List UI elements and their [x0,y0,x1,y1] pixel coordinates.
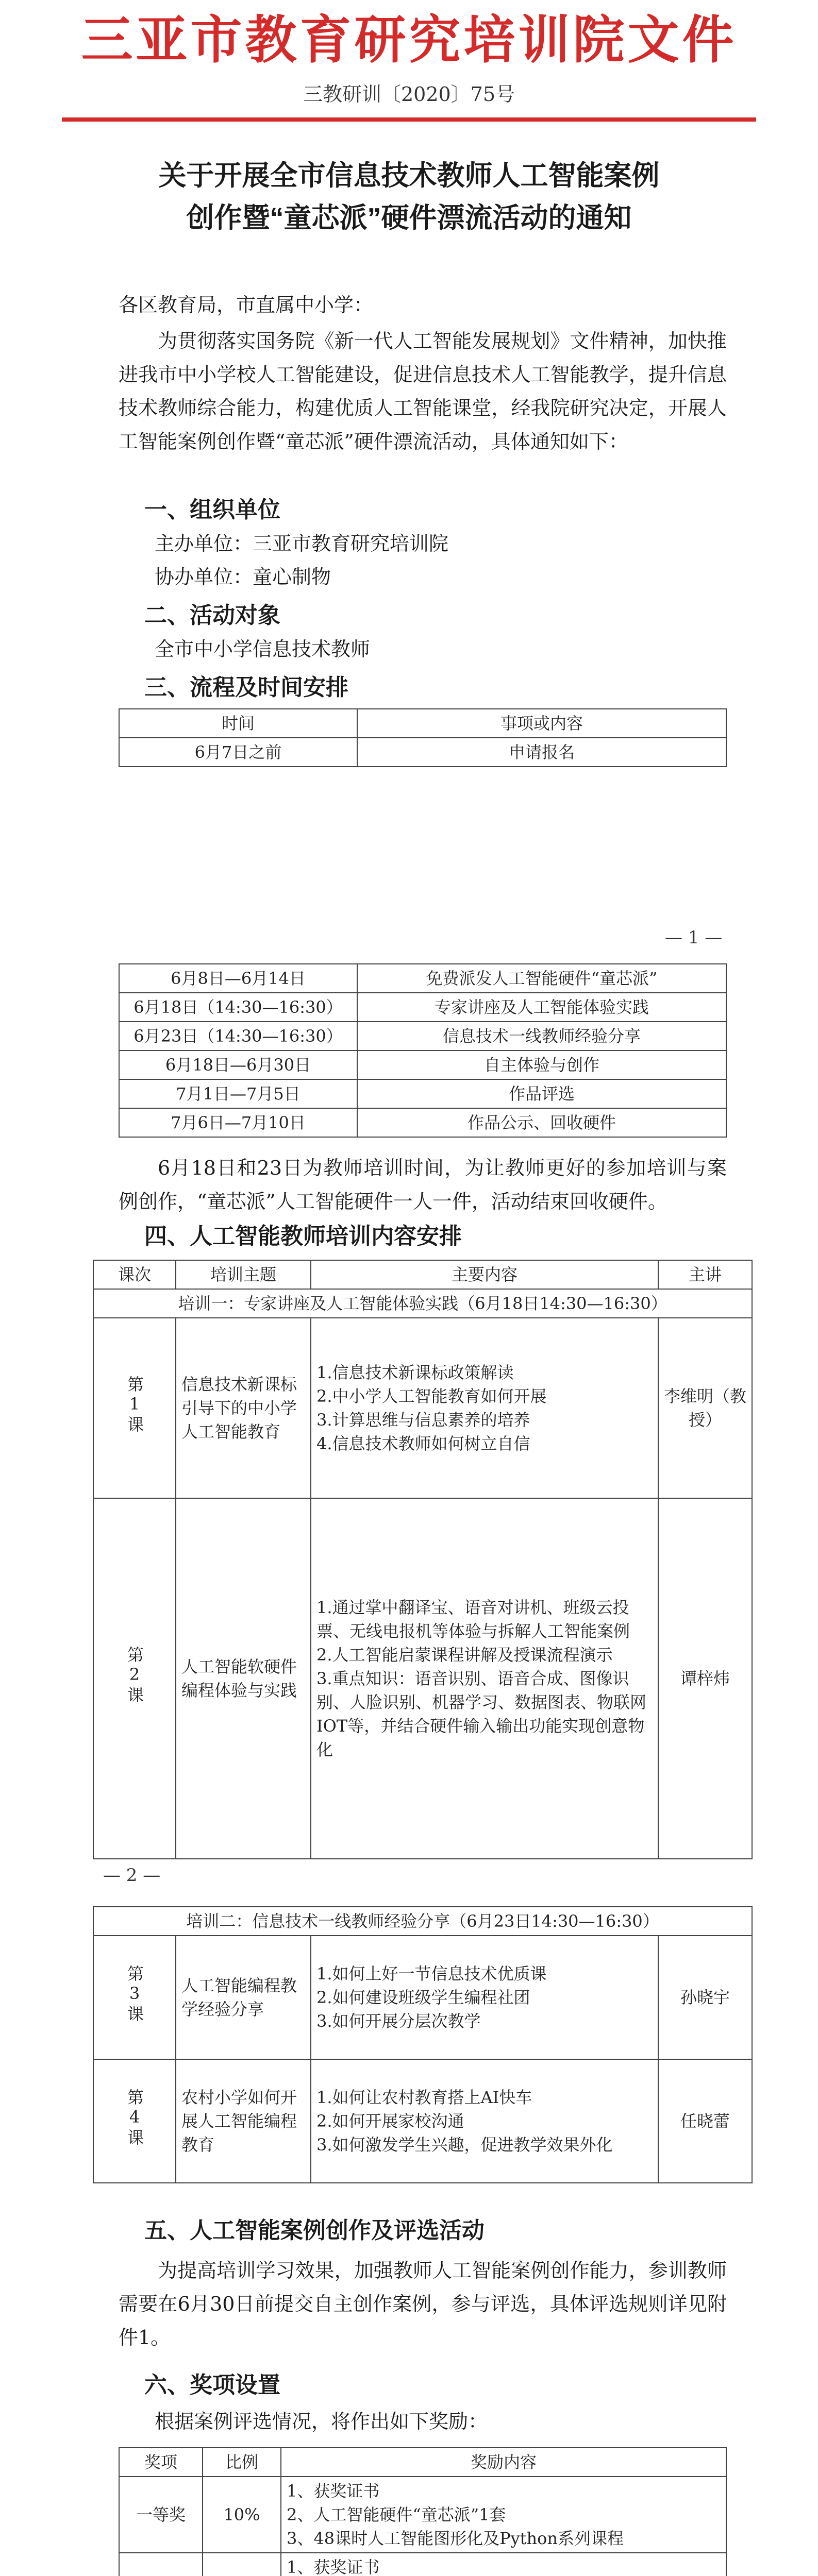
content-line: 1.通过掌中翻译宝、语音对讲机、班级云投票、无线电报机等体验与拆解人工智能案例 [316,1598,630,1641]
content-line: 3.计算思维与信息素养的培养 [316,1410,530,1430]
col-header-lesson: 课次 [93,1260,176,1289]
table-row [119,2477,726,2553]
lesson-speaker: 谭梓炜 [658,1498,752,1859]
award-ratio [203,2553,281,2576]
lesson-topic: 信息技术新课标引导下的中小学人工智能教育 [176,1318,311,1498]
training2-title: 培训二：信息技术一线教师经验分享（6月23日14:30—16:30） [93,1907,752,1936]
award-lead: 根据案例评选情况，将作出如下奖励： [155,2410,488,2433]
award-ratio: 10% [203,2477,281,2553]
schedule-time: 7月1日—7月5日 [119,1079,357,1108]
co-unit: 协办单位：童心制物 [155,566,331,588]
lesson-content [311,1318,658,1498]
table-row [119,1022,726,1050]
table-row [93,1936,752,2059]
col-header-speaker: 主讲 [658,1260,752,1289]
col-header-content: 主要内容 [311,1260,658,1289]
host-unit: 主办单位：三亚市教育研究培训院 [155,532,449,555]
schedule-time: 6月18日—6月30日 [119,1050,357,1079]
content-line: 3.重点知识：语音识别、语音合成、图像识别、人脸识别、机器学习、数据图表、物联网IOT等，并结合硬件输入输出功能实现创意物化 [316,1669,647,1759]
schedule-time: 6月7日之前 [119,738,357,767]
col-header-ratio: 比例 [203,2448,281,2477]
content-line: 2.如何开展家校沟通 [316,2111,464,2131]
lesson-speaker: 任晓蕾 [658,2059,752,2183]
lesson-speaker: 李维明（教授） [658,1318,752,1498]
reward-line: 1、获奖证书 [287,2557,380,2576]
header-red-rule [62,117,756,122]
schedule-table-part1 [119,708,727,767]
reward-line: 1、获奖证书 [287,2481,380,2501]
section4-heading: 四、人工智能教师培训内容安排 [144,1224,462,1249]
salutation: 各区教育局，市直属中小学： [119,294,374,316]
schedule-item: 信息技术一线教师经验分享 [357,1022,726,1050]
training-table-part1 [93,1260,753,1859]
award-items [281,2553,726,2576]
lesson-topic: 农村小学如何开展人工智能编程教育 [176,2059,311,2183]
col-header-topic: 培训主题 [176,1260,311,1289]
section6-heading: 六、奖项设置 [144,2372,280,2398]
lesson-number: 第4课 [125,2089,144,2147]
doc-title-line2: 创作暨“童芯派”硬件漂流活动的通知 [186,202,632,233]
schedule-item: 自主体验与创作 [357,1050,726,1079]
document-number: 三教研训〔2020〕75号 [303,83,515,106]
page-number-1: — 1 — [665,927,723,948]
col-header-time: 时间 [119,709,357,738]
award-items [281,2477,726,2553]
content-line: 2.中小学人工智能教育如何开展 [316,1386,547,1406]
section5-heading: 五、人工智能案例创作及评选活动 [144,2218,485,2243]
lesson-topic: 人工智能编程教学经验分享 [176,1936,311,2059]
table-row [119,964,726,993]
content-line: 4.信息技术教师如何树立自信 [316,1434,530,1453]
schedule-item: 申请报名 [357,738,726,767]
lesson-speaker: 孙晓宇 [658,1936,752,2059]
schedule-item: 免费派发人工智能硬件“童芯派” [357,964,726,993]
schedule-time: 6月23日（14:30—16:30） [119,1022,357,1050]
lesson-number: 第1课 [125,1376,144,1434]
schedule-item: 专家讲座及人工智能体验实践 [357,993,726,1022]
table-row [93,1318,752,1498]
schedule-time: 6月8日—6月14日 [119,964,357,993]
col-header-award: 奖项 [119,2448,203,2477]
table-row [93,2059,752,2183]
table-row [93,1498,752,1859]
content-line: 1.如何上好一节信息技术优质课 [316,1964,547,1984]
content-line: 1.如何让农村教育搭上AI快车 [316,2088,532,2107]
doc-title-line1: 关于开展全市信息技术教师人工智能案例 [158,160,660,191]
content-line: 2.如何建设班级学生编程社团 [316,1988,530,2007]
table-row [119,1079,726,1108]
award-name: 一等奖 [119,2477,203,2553]
intro-paragraph: 为贯彻落实国务院《新一代人工智能发展规划》文件精神，加快推进我市中小学校人工智能建设，促进信息技术人工智能教学，提升信息技术教师综合能力，构建优质人工智能课堂，经我院研究决定，开展人工智能案例创作暨“童芯派”硬件漂流活动，具体通知如下： [119,330,727,453]
schedule-item: 作品公示、回收硬件 [357,1108,726,1137]
lesson-content [311,1498,658,1859]
content-line: 3.如何激发学生兴趣，促进教学效果外化 [316,2135,613,2155]
schedule-table-part2 [119,963,727,1138]
table-row [119,2553,726,2576]
table-row [119,993,726,1022]
reward-line: 2、人工智能硬件“童芯派”1套 [287,2505,506,2524]
lesson-content [311,2059,658,2183]
col-header-reward: 奖励内容 [281,2448,726,2477]
org-header-title: 三亚市教育研究培训院文件 [81,9,737,70]
lesson-topic: 人工智能软硬件编程体验与实践 [176,1498,311,1859]
award-name [119,2553,203,2576]
schedule-time: 7月6日—7月10日 [119,1108,357,1137]
section2-heading: 二、活动对象 [144,603,280,628]
schedule-note: 6月18日和23日为教师培训时间，为让教师更好的参加培训与案例创作，“童芯派”人工智能硬件一人一件，活动结束回收硬件。 [119,1157,727,1213]
target-audience: 全市中小学信息技术教师 [155,638,371,660]
lesson-number: 第2课 [125,1646,144,1705]
content-line: 3.如何开展分层次教学 [316,2011,481,2031]
table-row [119,738,726,767]
reward-line: 3、48课时人工智能图形化及Python系列课程 [287,2529,624,2548]
content-line: 1.信息技术新课标政策解读 [316,1363,514,1382]
section3-heading: 三、流程及时间安排 [144,675,348,700]
table-row [119,1050,726,1079]
lesson-number: 第3课 [125,1965,144,2024]
training1-title: 培训一：专家讲座及人工智能体验实践（6月18日14:30—16:30） [93,1289,752,1318]
lesson-content [311,1936,658,2059]
page-number-2: — 2 — [103,1865,161,1886]
schedule-time: 6月18日（14:30—16:30） [119,993,357,1022]
section5-text: 为提高培训学习效果，加强教师人工智能案例创作能力，参训教师需要在6月30日前提交自主创作案例，参与评选，具体评选规则详见附件1。 [119,2259,727,2349]
table-row [119,1108,726,1137]
training-table-part2 [93,1906,753,2183]
section1-heading: 一、组织单位 [144,497,280,522]
award-table [119,2447,727,2576]
content-line: 2.人工智能启蒙课程讲解及授课流程演示 [316,1645,613,1665]
col-header-item: 事项或内容 [357,709,726,738]
schedule-item: 作品评选 [357,1079,726,1108]
